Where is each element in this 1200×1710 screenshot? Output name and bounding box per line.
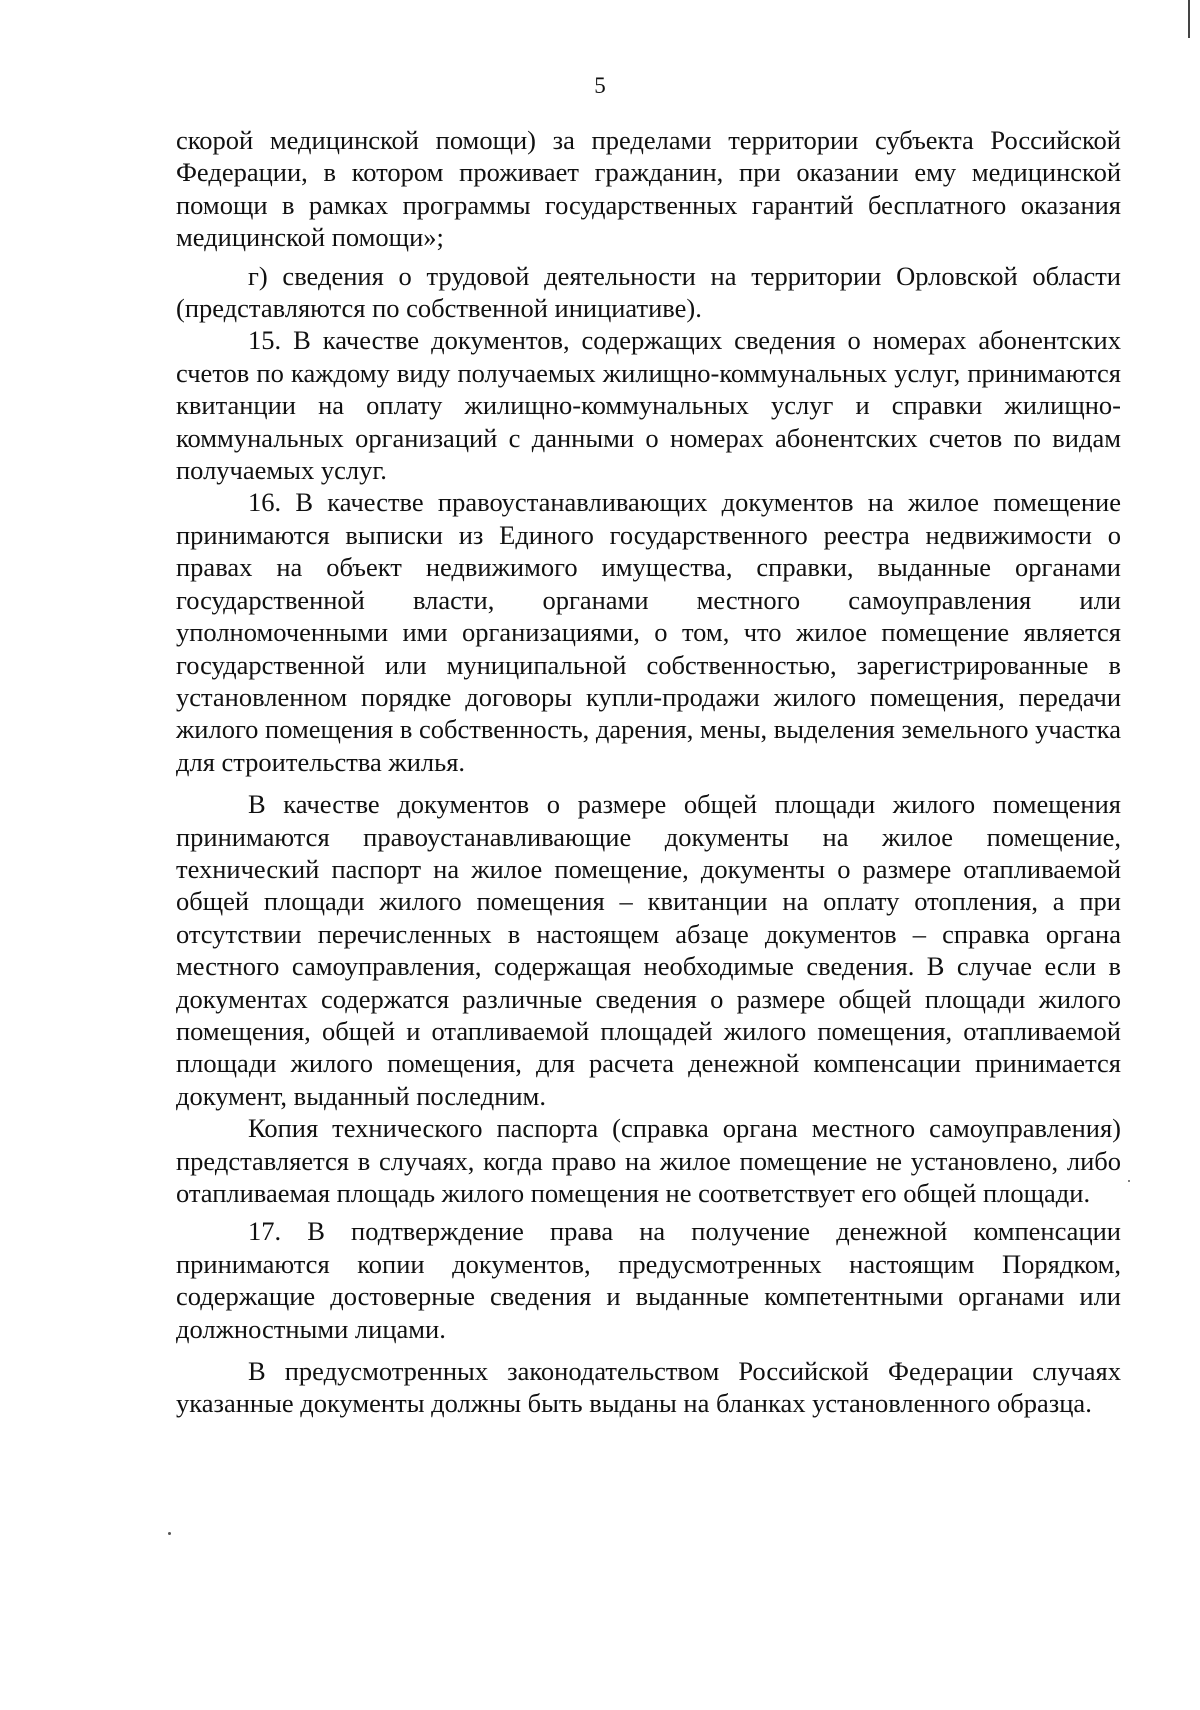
paragraph-continuation: скорой медицинской помощи) за пределами территории субъекта Российской Федерации, в котором проживает гражданин, при оказании ему медицинской помощи в рамках программы государственных гарантий бесплатного оказания медицинской помощи»; xyxy=(176,125,1121,253)
paragraph-area-documents: В качестве документов о размере общей площади жилого помещения принимаются правоустанавливающие документы на жилое помещение, технический паспорт на жилое помещение, документы о размере отапливаемой общей площади жилого помещения – квитанции на оплату отопления, а при отсутствии перечисленных в настоящем абзаце документов – справка органа местного самоуправления, содержащая необходимые сведения. В случае если в документах содержатся различные сведения о размере общей площади жилого помещения, общей и отапливаемой площадей жилого помещения, отапливаемой площади жилого помещения, для расчета денежной компенсации принимается документ, выданный последним. xyxy=(176,789,1121,1111)
paragraph-16: 16. В качестве правоустанавливающих документов на жилое помещение принимаются выписки из Единого государственного реестра недвижимости о правах на объект недвижимого имущества, справки, выданные органами государственной власти, органами местного самоуправления или уполномоченными ими организациями, о том, что жилое помещение является государственной или муниципальной собственностью, зарегистрированные в установленном порядке договоры купли-продажи жилого помещения, передачи жилого помещения в собственность, дарения, мены, выделения земельного участка для строительства жилья. xyxy=(176,487,1121,777)
paragraph-technical-passport: Копия технического паспорта (справка органа местного самоуправления) представляется в случаях, когда право на жилое помещение не установлено, либо отапливаемая площадь жилого помещения не соответствует его общей площади. xyxy=(176,1113,1121,1208)
paragraph-15: 15. В качестве документов, содержащих сведения о номерах абонентских счетов по каждому виду получаемых жилищно-коммунальных услуг, принимаются квитанции на оплату жилищно-коммунальных услуг и справки жилищно-коммунальных организаций с данными о номерах абонентских счетов по видам получаемых услуг. xyxy=(176,325,1121,486)
paragraph-17: 17. В подтверждение права на получение денежной компенсации принимаются копии документов, предусмотренных настоящим Порядком, содержащие достоверные сведения и выданные компетентными органами или должностными лицами. xyxy=(176,1216,1121,1344)
scan-speck xyxy=(168,1532,171,1535)
document-body xyxy=(176,124,1121,1420)
scan-speck xyxy=(1128,1180,1130,1182)
paragraph-forms: В предусмотренных законодательством Российской Федерации случаях указанные документы должны быть выданы на бланках установленного образца. xyxy=(176,1356,1121,1419)
page-number: 5 xyxy=(594,73,606,98)
scan-edge-mark xyxy=(1188,0,1190,38)
paragraph-item-g: г) сведения о трудовой деятельности на территории Орловской области (представляются по собственной инициативе). xyxy=(176,260,1121,324)
